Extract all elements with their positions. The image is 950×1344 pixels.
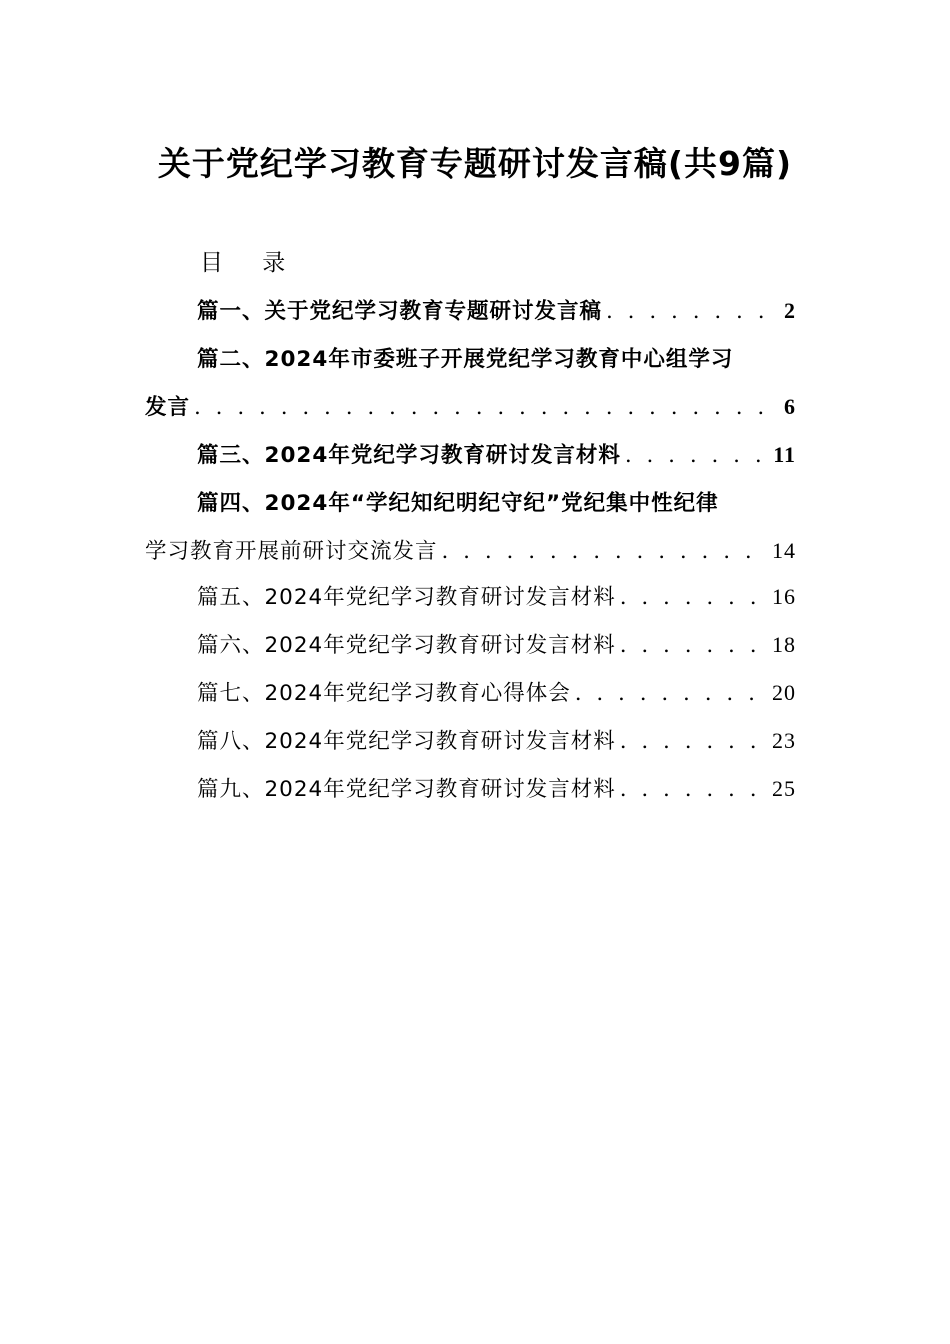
toc-entry-3[interactable] bbox=[197, 438, 796, 468]
dot-leader bbox=[575, 681, 768, 706]
toc-page-number: 23 bbox=[772, 728, 796, 753]
toc-page-number: 6 bbox=[784, 394, 796, 419]
dot-leader bbox=[620, 777, 768, 802]
toc-entry-4[interactable] bbox=[145, 534, 796, 564]
document-title: 关于党纪学习教育专题研讨发言稿(共9篇) bbox=[157, 144, 793, 183]
toc-entry-text: 篇八、2024年党纪学习教育研讨发言材料 bbox=[197, 729, 616, 754]
dot-leader bbox=[620, 585, 768, 610]
toc-entry-6[interactable] bbox=[197, 628, 796, 658]
toc-entry-text: 学习教育开展前研讨交流发言 bbox=[145, 539, 438, 564]
toc-page-number: 16 bbox=[772, 584, 796, 609]
toc-entry-text: 篇一、关于党纪学习教育专题研讨发言稿 bbox=[197, 299, 603, 324]
dot-leader bbox=[606, 299, 780, 324]
toc-page-number: 25 bbox=[772, 776, 796, 801]
toc-entry-5[interactable] bbox=[197, 580, 796, 610]
toc-page-number: 11 bbox=[773, 442, 796, 467]
toc-heading: 目 录 bbox=[200, 250, 302, 276]
toc-entry-text: 发言 bbox=[145, 395, 191, 420]
toc-entry-text: 篇九、2024年党纪学习教育研讨发言材料 bbox=[197, 777, 616, 802]
dot-leader bbox=[620, 633, 768, 658]
toc-entry-4-line1[interactable]: 篇四、2024年“学纪知纪明纪守纪”党纪集中性纪律 bbox=[197, 491, 719, 516]
toc-entry-9[interactable] bbox=[197, 772, 796, 802]
toc-page-number: 2 bbox=[784, 298, 796, 323]
toc-entry-text: 篇六、2024年党纪学习教育研讨发言材料 bbox=[197, 633, 616, 658]
toc-entry-1[interactable] bbox=[197, 294, 796, 324]
toc-entry-2-line1[interactable]: 篇二、2024年市委班子开展党纪学习教育中心组学习 bbox=[197, 347, 734, 372]
toc-entry-7[interactable] bbox=[197, 676, 796, 706]
toc-entry-text: 篇七、2024年党纪学习教育心得体会 bbox=[197, 681, 571, 706]
toc-entry-text: 篇五、2024年党纪学习教育研讨发言材料 bbox=[197, 585, 616, 610]
toc-page-number: 18 bbox=[772, 632, 796, 657]
toc-entry-8[interactable] bbox=[197, 724, 796, 754]
dot-leader bbox=[625, 443, 769, 468]
toc-entry-2[interactable] bbox=[145, 390, 796, 420]
toc-page-number: 20 bbox=[772, 680, 796, 705]
dot-leader bbox=[620, 729, 768, 754]
toc-entry-text: 篇三、2024年党纪学习教育研讨发言材料 bbox=[197, 443, 621, 468]
dot-leader bbox=[442, 539, 768, 564]
toc-page-number: 14 bbox=[772, 538, 796, 563]
dot-leader bbox=[194, 395, 780, 420]
